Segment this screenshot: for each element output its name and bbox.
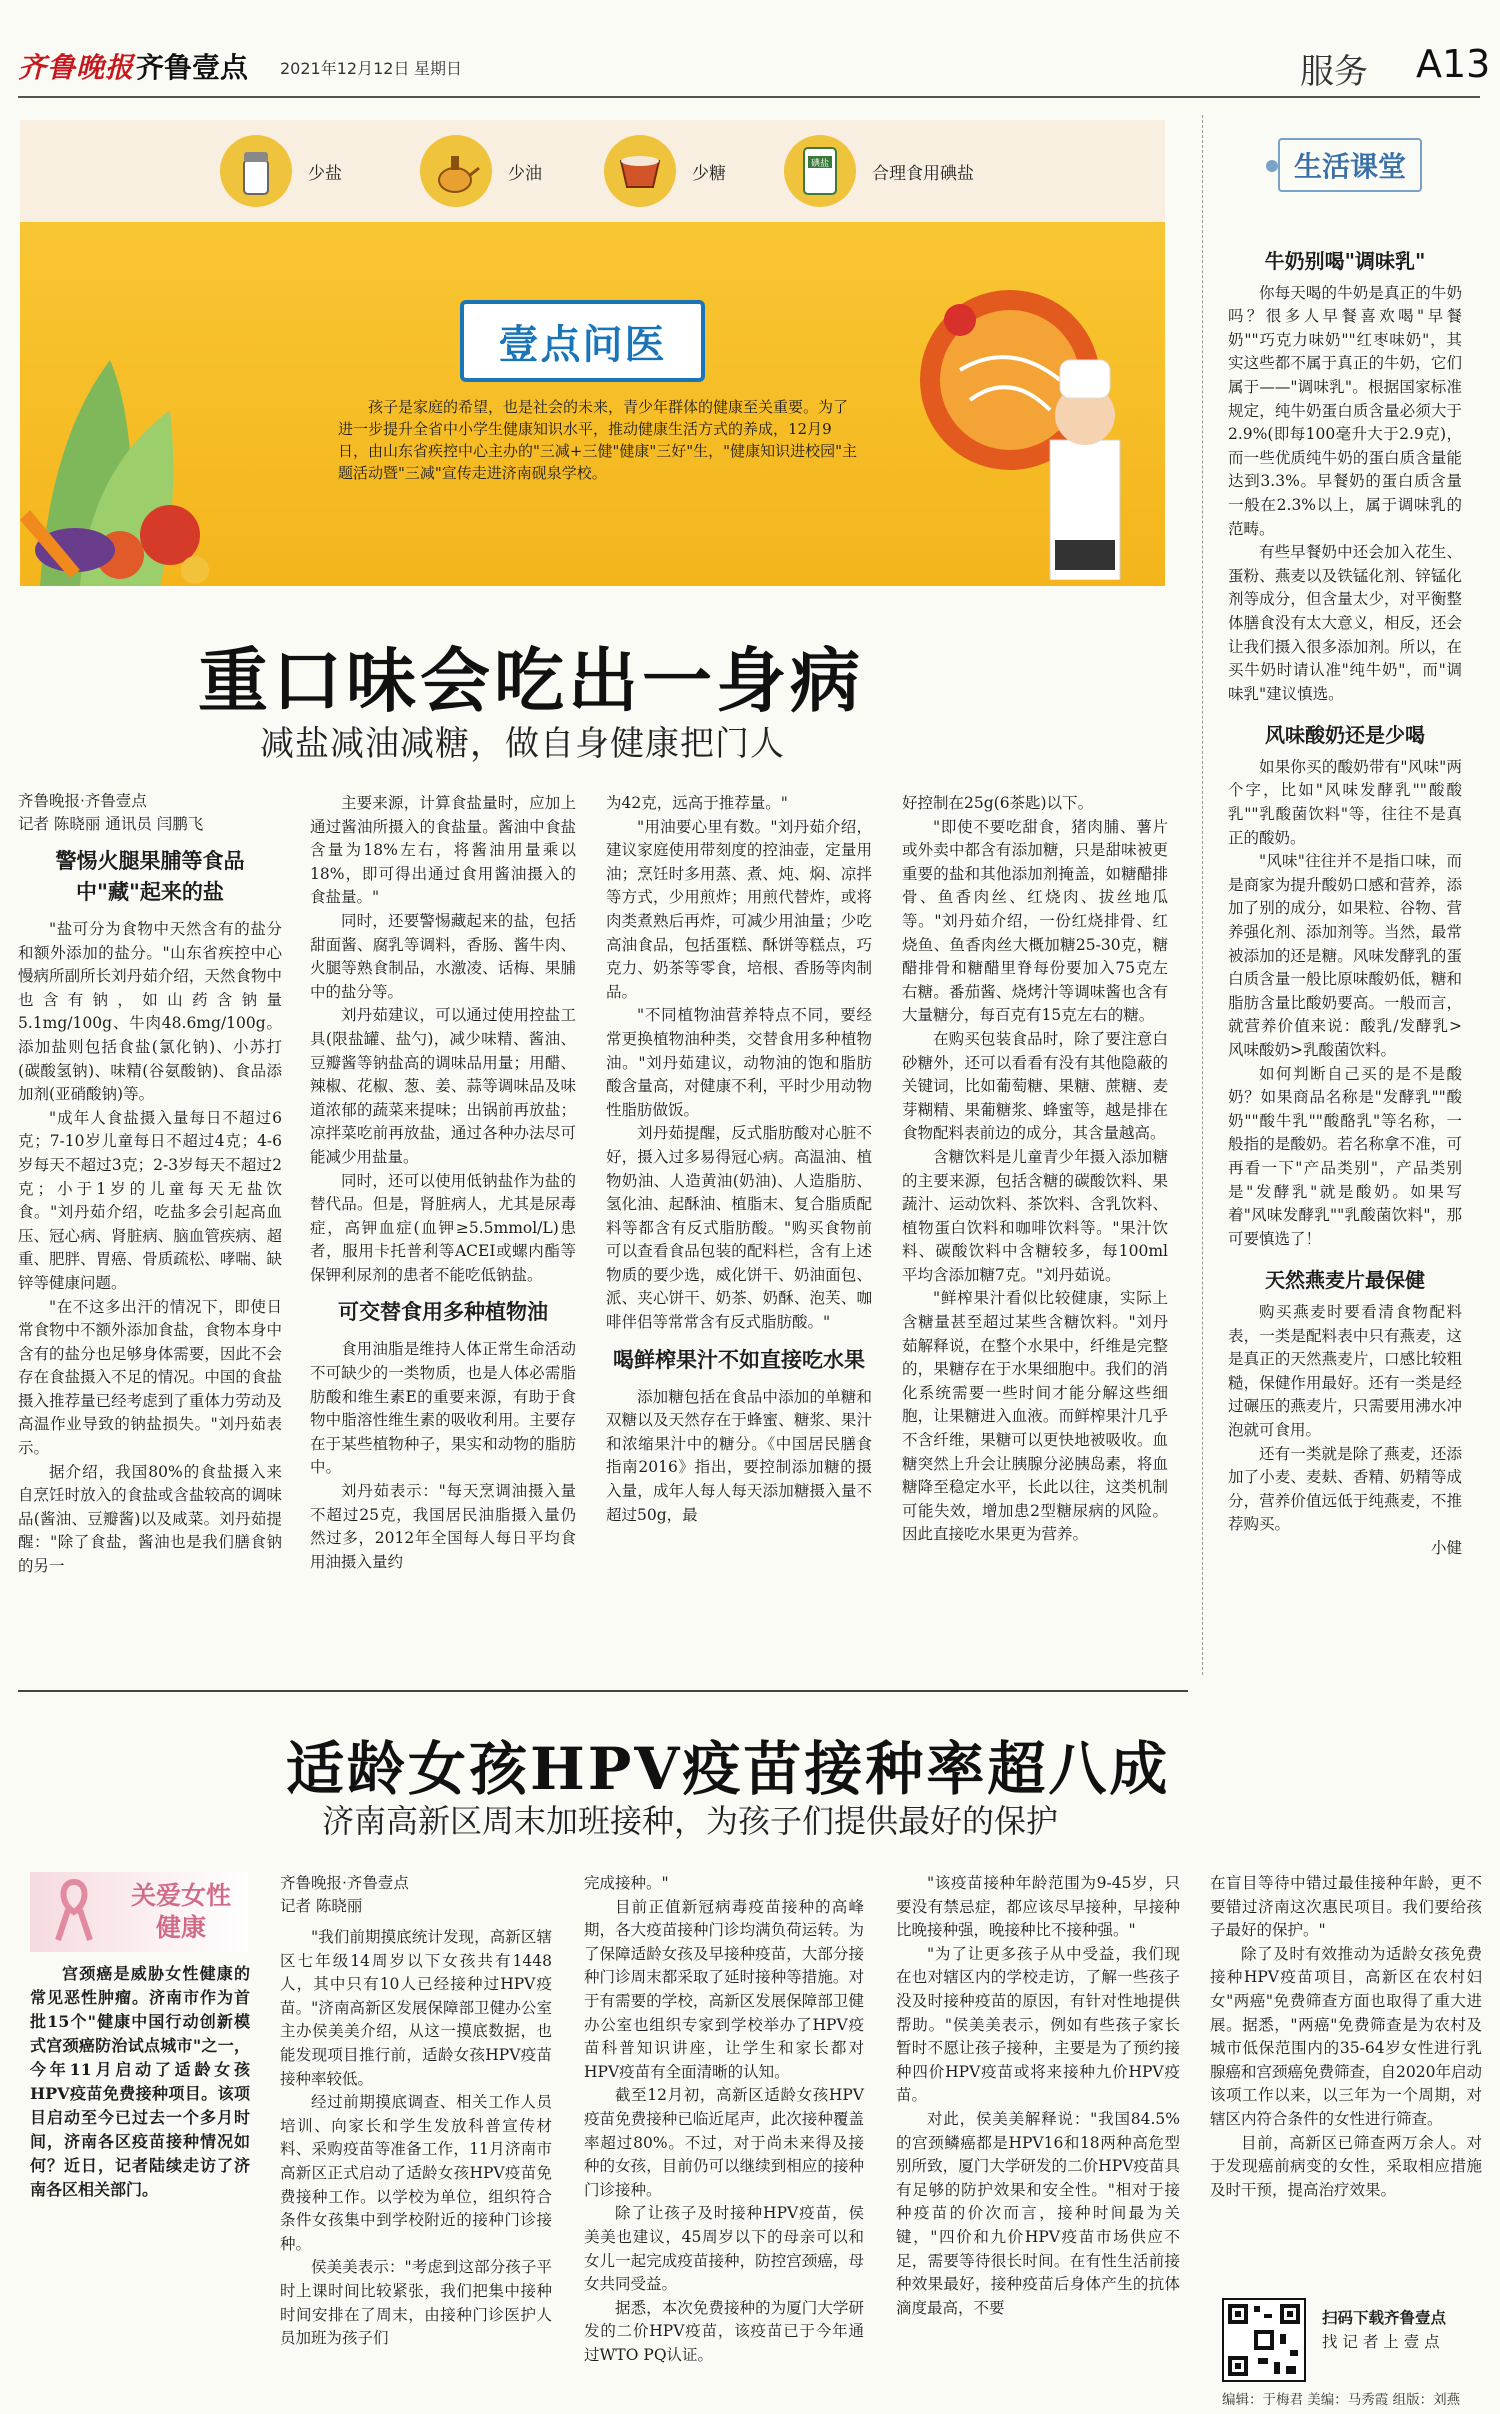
page-number: A13 bbox=[1416, 42, 1491, 86]
oil-pot-icon bbox=[420, 135, 492, 207]
paragraph: 为42克，远高于推荐量。" bbox=[606, 794, 788, 812]
paragraph: 如果你买的酸奶带有"风味"两个字，比如"风味发酵乳""酸酸乳""乳酸菌饮料"等，往往不是真正的酸奶。 bbox=[1228, 757, 1462, 847]
vegetables-illustration bbox=[20, 320, 220, 586]
paragraph: "不同植物油营养特点不同，要经常更换植物油种类，交替食用多种植物油。"刘丹茹建议，动物油的饱和脂肪酸含量高，对健康不利，平时少用动物性脂肪做饭。 bbox=[606, 1006, 872, 1119]
masthead bbox=[18, 40, 1491, 92]
byline-outlet: 齐鲁晚报·齐鲁壹点 bbox=[280, 1874, 409, 1892]
paragraph: "为了让更多孩子从中受益，我们现在也对辖区内的学校走访，了解一些孩子没及时接种疫苗的原因，有针对性地提供帮助。"侯美美表示，例如有些孩子家长暂时不愿让孩子接种，主要是为了预约接种四价HPV疫苗或将来接种九价HPV疫苗。 bbox=[896, 1944, 1180, 2105]
byline-outlet: 齐鲁晚报·齐鲁壹点 bbox=[18, 792, 147, 810]
tip-salt: 少盐 bbox=[220, 132, 342, 210]
article2-column-3 bbox=[896, 1872, 1180, 2320]
paragraph: "鲜榨果汁看似比较健康，实际上含糖量甚至超过某些含糖饮料。"刘丹茹解释说，在整个水果中，纤维是完整的，果糖存在于水果细胞中。我们的消化系统需要一些时间才能分解这些细胞，让果糖进入血液。而鲜榨果汁几乎不含纤维，果糖可以更快地被吸收。血糖突然上升会让胰腺分泌胰岛素，将血糖降至稳定水平，长此以往，这类机制可能失效，增加患2型糖尿病的风险。因此直接吃水果更为营养。 bbox=[902, 1289, 1168, 1544]
sidebar-header: 生活课堂 bbox=[1278, 138, 1422, 192]
paragraph: "我们前期摸底统计发现，高新区辖区七年级14周岁以下女孩共有1448人，其中只有10人已经接种过HPV疫苗。"济南高新区发展保障部卫健办公室主办侯美美介绍，从这一摸底数据，也能发现项目推行前，适龄女孩HPV疫苗接种率较低。 bbox=[280, 1928, 552, 2088]
article1-column-2 bbox=[310, 792, 576, 1574]
paragraph: 除了让孩子及时接种HPV疫苗，侯美美也建议，45周岁以下的母亲可以和女儿一起完成疫苗接种，防控宫颈癌，母女共同受益。 bbox=[584, 2204, 864, 2294]
qr-caption-line1: 扫码下载齐鲁壹点 bbox=[1322, 2309, 1447, 2327]
salt-shaker-icon bbox=[220, 135, 292, 207]
section-name: 服务 bbox=[1300, 52, 1368, 92]
paragraph: "在不这多出汗的情况下，即使日常食物中不额外添加食盐，食物本身中含有的盐分也足够身体需要，因此不会存在食盐摄入不足的情况。中国的食盐摄入推荐量已经考虑到了重体力劳动及高温作业导致的钠盐损失。"刘丹茹表示。 bbox=[18, 1297, 282, 1458]
qr-code[interactable] bbox=[1222, 2298, 1306, 2382]
care-badge: 关爱女性健康 bbox=[30, 1872, 248, 1952]
qr-caption bbox=[1322, 2306, 1446, 2354]
paragraph: 有些早餐奶中还会加入花生、蛋粉、燕麦以及铁锰化剂、锌锰化剂等成分，但含量太少，对平衡整体膳食没有太大意义，相反，还会让我们摄入很多添加剂。所以，在买牛奶时请认准"纯牛奶"，而"调味乳"建议慎选。 bbox=[1228, 543, 1462, 703]
paragraph: 添加糖包括在食品中添加的单糖和双糖以及天然存在于蜂蜜、糖浆、果汁和浓缩果汁中的糖分。《中国居民膳食指南2016》指出，要控制添加糖的摄入量，成年人每人每天添加糖摄入量不超过50g，最 bbox=[606, 1387, 872, 1524]
article1-column-4 bbox=[902, 792, 1168, 1547]
paragraph: 你每天喝的牛奶是真正的牛奶吗？很多人早餐喜欢喝"早餐奶""巧克力味奶""红枣味奶"，其实这些都不属于真正的牛奶，它们属于——"调味乳"。根据国家标准规定，纯牛奶蛋白质含量必须大于2.9%(即每100毫升大于2.9克)，而一些优质纯牛奶的蛋白质含量能达到3.3%。早餐奶的蛋白质含量一般在2.3%以上，属于调味乳的范畴。 bbox=[1228, 283, 1462, 538]
section-subtitle-salt: 警惕火腿果脯等食品中"藏"起来的盐 bbox=[55, 849, 245, 904]
tip-iodized-salt: 碘盐 合理食用碘盐 bbox=[784, 132, 974, 210]
column-sign: 壹点问医 bbox=[460, 300, 705, 382]
paragraph: 刘丹茹提醒，反式脂肪酸对心脏不好，摄入过多易得冠心病。高温油、植物奶油、人造黄油(奶油)、人造脂肪、氢化油、起酥油、植脂末、复合脂质配料等都含有反式脂肪酸。"购买食物前可以查看食品包装的配料栏，含有上述物质的要少选，威化饼干、奶油面包、派、夹心饼干、奶茶、奶酥、泡芙、咖啡伴侣等常常含有反式脂肪酸。" bbox=[606, 1124, 872, 1332]
article2-lead: 宫颈癌是威胁女性健康的常见恶性肿瘤。济南市作为首批15个"健康中国行动创新模式宫颈癌防治试点城市"之一，今年11月启动了适龄女孩HPV疫苗免费接种项目。该项目启动至今已过去一个多月时间，济南各区疫苗接种情况如何？近日，记者陆续走访了济南各区相关部门。 bbox=[30, 1964, 250, 2199]
byline-reporters: 记者 陈晓丽 通讯员 闫鹏飞 bbox=[18, 815, 204, 833]
paragraph: 好控制在25g(6茶匙)以下。 bbox=[902, 794, 1094, 812]
paragraph: 在购买包装食品时，除了要注意白砂糖外，还可以看看有没有其他隐蔽的关键词，比如葡萄糖、果糖、蔗糖、麦芽糊精、果葡糖浆、蜂蜜等，越是排在食物配料表前边的成分，其含量越高。 bbox=[902, 1029, 1168, 1143]
paragraph: 食用油脂是维持人体正常生命活动不可缺少的一类物质，也是人体必需脂肪酸和维生素E的重要来源，有助于食物中脂溶性维生素的吸收利用。主要存在于某些植物种子，果实和动物的脂肪中。 bbox=[310, 1340, 576, 1477]
pink-ribbon-icon bbox=[52, 1878, 96, 1944]
sidebar-title-yogurt: 风味酸奶还是少喝 bbox=[1265, 723, 1425, 748]
salt-bag-icon bbox=[784, 135, 856, 207]
paragraph: 据悉，本次免费接种的为厦门大学研发的二价HPV疫苗，该疫苗已于今年通过WTO PQ认证。 bbox=[584, 2298, 864, 2364]
masthead-rule bbox=[18, 96, 1480, 98]
paragraph: 截至12月初，高新区适龄女孩HPV疫苗免费接种已临近尾声，此次接种覆盖率超过80%。不过，对于尚未来得及接种的女孩，目前仍可以继续到相应的接种门诊接种。 bbox=[584, 2086, 864, 2199]
banner bbox=[20, 120, 1165, 586]
sidebar-content bbox=[1228, 250, 1462, 1560]
paragraph: 刘丹茹表示："每天烹调油摄入量不超过25克，我国居民油脂摄入量仍然过多，2012年全国每人每日平均食用油摄入量约 bbox=[310, 1482, 576, 1571]
tip-oil: 少油 bbox=[420, 132, 542, 210]
editor-credits: 编辑：于梅君 美编：马秀霞 组版：刘燕 bbox=[1222, 2392, 1461, 2408]
tip-sugar: 少糖 bbox=[604, 132, 726, 210]
paragraph: 如何判断自己买的是不是酸奶？如果商品名称是"发酵乳""酸奶""酸牛乳""酸酪乳"等名称，一般指的是酸奶。若名称拿不准，可再看一下"产品类别"，产品类别是"发酵乳"就是酸奶。如果写着"风味发酵乳""乳酸菌饮料"，那可要慎选了！ bbox=[1228, 1064, 1462, 1248]
second-headline: 适龄女孩HPV疫苗接种率超八成 bbox=[286, 1735, 1171, 1803]
paragraph: "用油要心里有数。"刘丹茹介绍，建议家庭使用带刻度的控油壶，定量用油；烹饪时多用蒸、煮、炖、焖、凉拌等方式，少用煎炸；用煎代替炸，或将肉类煮熟后再炸，可减少用油量；少吃高油食品，包括蛋糕、酥饼等糕点，巧克力、奶茶等零食，培根、香肠等肉制品。 bbox=[606, 817, 872, 1001]
paragraph: 据介绍，我国80%的食盐摄入来自烹饪时放入的食盐或含盐较高的调味品(酱油、豆瓣酱)以及咸菜。刘丹茹提醒："除了食盐，酱油也是我们膳食钠的另一 bbox=[18, 1462, 282, 1576]
paragraph: 在盲目等待中错过最佳接种年龄，更不要错过济南这次惠民项目。我们要给孩子最好的保护。" bbox=[1210, 1874, 1482, 1940]
paragraph: 对此，侯美美解释说："我国84.5%的宫颈鳞癌都是HPV16和18两种高危型别所致，厦门大学研发的二价HPV疫苗具有足够的防护效果和安全性。"相对于接种疫苗的价次而言，接种时间最为关键，"四价和九价HPV疫苗市场供应不足，需要等待很长时间。在有性生活前接种效果最好，接种疫苗后身体产生的抗体滴度最高，不要 bbox=[896, 2109, 1180, 2317]
article2-column-4 bbox=[1210, 1872, 1482, 2202]
sidebar-title-oats: 天然燕麦片最保健 bbox=[1265, 1268, 1425, 1293]
paragraph: 经过前期摸底调查、相关工作人员培训、向家长和学生发放科普宣传材料、采购疫苗等准备工作，11月济南市高新区正式启动了适龄女孩HPV疫苗免费接种工作。以学校为单位，组织符合条件女孩集中到学校附近的接种门诊接种。 bbox=[280, 2093, 552, 2253]
paragraph: 含糖饮料是儿童青少年摄入添加糖的主要来源，包括含糖的碳酸饮料、果蔬汁、运动饮料、茶饮料、含乳饮料、植物蛋白饮料和咖啡饮料等。"果汁饮料、碳酸饮料中含糖较多，每100ml平均含添加糖7克。"刘丹茹说。 bbox=[902, 1147, 1168, 1284]
issue-weekday: 星期日 bbox=[414, 59, 463, 78]
qr-caption-line2: 找 记 者 上 壹 点 bbox=[1322, 2333, 1440, 2351]
paragraph: 购买燕麦时要看清食物配料表，一类是配料表中只有燕麦，这是真正的天然燕麦片，口感比较粗糙，保健作用最好。还有一类是经过碾压的燕麦片，只需要用沸水冲泡就可食用。 bbox=[1228, 1302, 1462, 1439]
sidebar-author: 小健 bbox=[1430, 1538, 1462, 1557]
paragraph: 侯美美表示："考虑到这部分孩子平时上课时间比较紧张，我们把集中接种时间安排在了周末，由接种门诊医护人员加班为孩子们 bbox=[280, 2258, 552, 2348]
app-logo: 齐鲁壹点 bbox=[136, 51, 249, 84]
article2-column-1 bbox=[280, 1872, 552, 2351]
article1-column-3 bbox=[606, 792, 872, 1527]
article2-column-2 bbox=[584, 1872, 864, 2367]
newspaper-logo: 齐鲁晚报 bbox=[18, 51, 135, 84]
section-subtitle-sugar: 喝鲜榨果汁不如直接吃水果 bbox=[613, 1347, 865, 1372]
issue-date: 2021年12月12日 bbox=[280, 59, 410, 78]
paragraph: 完成接种。" bbox=[584, 1874, 669, 1892]
paragraph: 目前正值新冠病毒疫苗接种的高峰期，各大疫苗接种门诊均满负荷运转。为了保障适龄女孩及早接种疫苗，大部分接种门诊周末都采取了延时接种等措施。对于有需要的学校，高新区发展保障部卫健办公室也组织专家到学校举办了HPV疫苗科普知识讲座，让学生和家长都对HPV疫苗有全面清晰的认知。 bbox=[584, 1897, 864, 2081]
paragraph: 目前，高新区已筛查两万余人。对于发现癌前病变的女性，采取相应措施及时干预，提高治疗效果。 bbox=[1210, 2133, 1482, 2199]
paragraph: 主要来源，计算食盐量时，应加上通过酱油所摄入的食盐量。酱油中食盐含量为18%左右，将酱油用量乘以18%，即可得出通过食用酱油摄入的食盐量。" bbox=[310, 794, 576, 907]
main-headline: 重口味会吃出一身病 bbox=[198, 639, 864, 722]
paragraph: "该疫苗接种年龄范围为9-45岁，只要没有禁忌症，都应该尽早接种，早接种比晚接种强，晚接种比不接种强。" bbox=[896, 1874, 1180, 1940]
paragraph: 除了及时有效推动为适龄女孩免费接种HPV疫苗项目，高新区在农村妇女"两癌"免费筛查方面也取得了重大进展。据悉，"两癌"免费筛查是为农村及城市低保范围内的35-64岁女性进行乳腺癌和宫颈癌免费筛查，自2020年启动该项工作以来，以三年为一个周期，对辖区内符合条件的女性进行筛查。 bbox=[1210, 1944, 1482, 2128]
sugar-bowl-icon bbox=[604, 135, 676, 207]
paragraph: "即使不要吃甜食，猪肉脯、薯片或外卖中都含有添加糖，只是甜味被更重要的盐和其他添加剂掩盖，如糖醋排骨、鱼香肉丝、红烧肉、拔丝地瓜等。"刘丹茹介绍，一份红烧排骨、红烧鱼、鱼香肉丝大概加糖25-30克，糖醋排骨和糖醋里脊每份要加入75克左右糖。番茄酱、烧烤汁等调味酱也含有大量糖分，每百克有15克左右的糖。 bbox=[902, 817, 1168, 1025]
paragraph: 刘丹茹建议，可以通过使用控盐工具(限盐罐、盐勺)，减少味精、酱油、豆瓣酱等钠盐高的调味品用量；用醋、辣椒、花椒、葱、姜、蒜等调味品及味道浓郁的蔬菜来提味；出锅前再放盐；凉拌菜吃前再放盐，通过各种办法尽可能减少用盐量。 bbox=[310, 1006, 576, 1166]
paragraph: "成年人食盐摄入量每日不超过6克；7-10岁儿童每日不超过4克；4-6岁每天不超过3克；2-3岁每天不超过2克；小于1岁的儿童每天无盐饮食。"刘丹茹介绍，吃盐多会引起高血压、冠心病、肾脏病、脑血管疾病、超重、肥胖、胃癌、骨质疏松、哮喘、缺锌等健康问题。 bbox=[18, 1108, 282, 1292]
main-subheadline: 减盐减油减糖，做自身健康把门人 bbox=[260, 724, 785, 764]
section-subtitle-oil: 可交替食用多种植物油 bbox=[338, 1300, 548, 1325]
paragraph: 还有一类就是除了燕麦，还添加了小麦、麦麸、香精、奶精等成分，营养价值远低于纯燕麦，不推荐购买。 bbox=[1228, 1444, 1462, 1534]
paragraph: "风味"往往并不是指口味，而是商家为提升酸奶口感和营养，添加了别的成分，如果粒、谷物、营养强化剂、添加剂等。当然，最常被添加的还是糖。风味发酵乳的蛋白质含量一般比原味酸奶低，糖和脂肪含量比酸奶要高。一般而言，就营养价值来说：酸乳/发酵乳>风味酸奶>乳酸菌饮料。 bbox=[1228, 852, 1462, 1059]
banner-intro: 孩子是家庭的希望，也是社会的未来，青少年群体的健康至关重要。为了进一步提升全省中小学生健康知识水平，推动健康生活方式的养成，12月9日，由山东省疾控中心主办的"三减+三健"健康"三好"生，"健康知识进校园"主题活动暨"三减"宣传走进济南砚泉学校。 bbox=[338, 398, 857, 482]
byline-reporter: 记者 陈晓丽 bbox=[280, 1897, 363, 1915]
paragraph: 同时，还要警惕藏起来的盐，包括甜面酱、腐乳等调料，香肠、酱牛肉、火腿等熟食制品，水激凌、话梅、果脯中的盐分等。 bbox=[310, 911, 576, 1001]
tips-strip bbox=[20, 120, 1165, 222]
paragraph: 同时，还可以使用低钠盐作为盐的替代品。但是，肾脏病人，尤其是尿毒症，高钾血症(血钾≥5.5mmol/L)患者，服用卡托普利等ACEI或螺内酯等保钾利尿剂的患者不能吃低钠盐。 bbox=[310, 1171, 576, 1284]
paragraph: "盐可分为食物中天然含有的盐分和额外添加的盐分。"山东省疾控中心慢病所副所长刘丹茹介绍，天然食物中也含有钠，如山药含钠量5.1mg/100g、牛肉48.6mg/100g。添加盐则包括食盐(氯化钠)、小苏打(碳酸氢钠)、味精(谷氨酸钠)、食品添加剂(亚硝酸钠)等。 bbox=[18, 920, 282, 1104]
salt-bag-label: 碘盐 bbox=[810, 159, 830, 169]
section-divider bbox=[18, 1690, 1188, 1692]
chef-illustration bbox=[900, 250, 1150, 580]
article1-column-1 bbox=[18, 790, 282, 1579]
second-subheadline: 济南高新区周末加班接种，为孩子们提供最好的保护 bbox=[322, 1802, 1059, 1840]
sidebar-title-milk: 牛奶别喝"调味乳" bbox=[1264, 249, 1426, 273]
